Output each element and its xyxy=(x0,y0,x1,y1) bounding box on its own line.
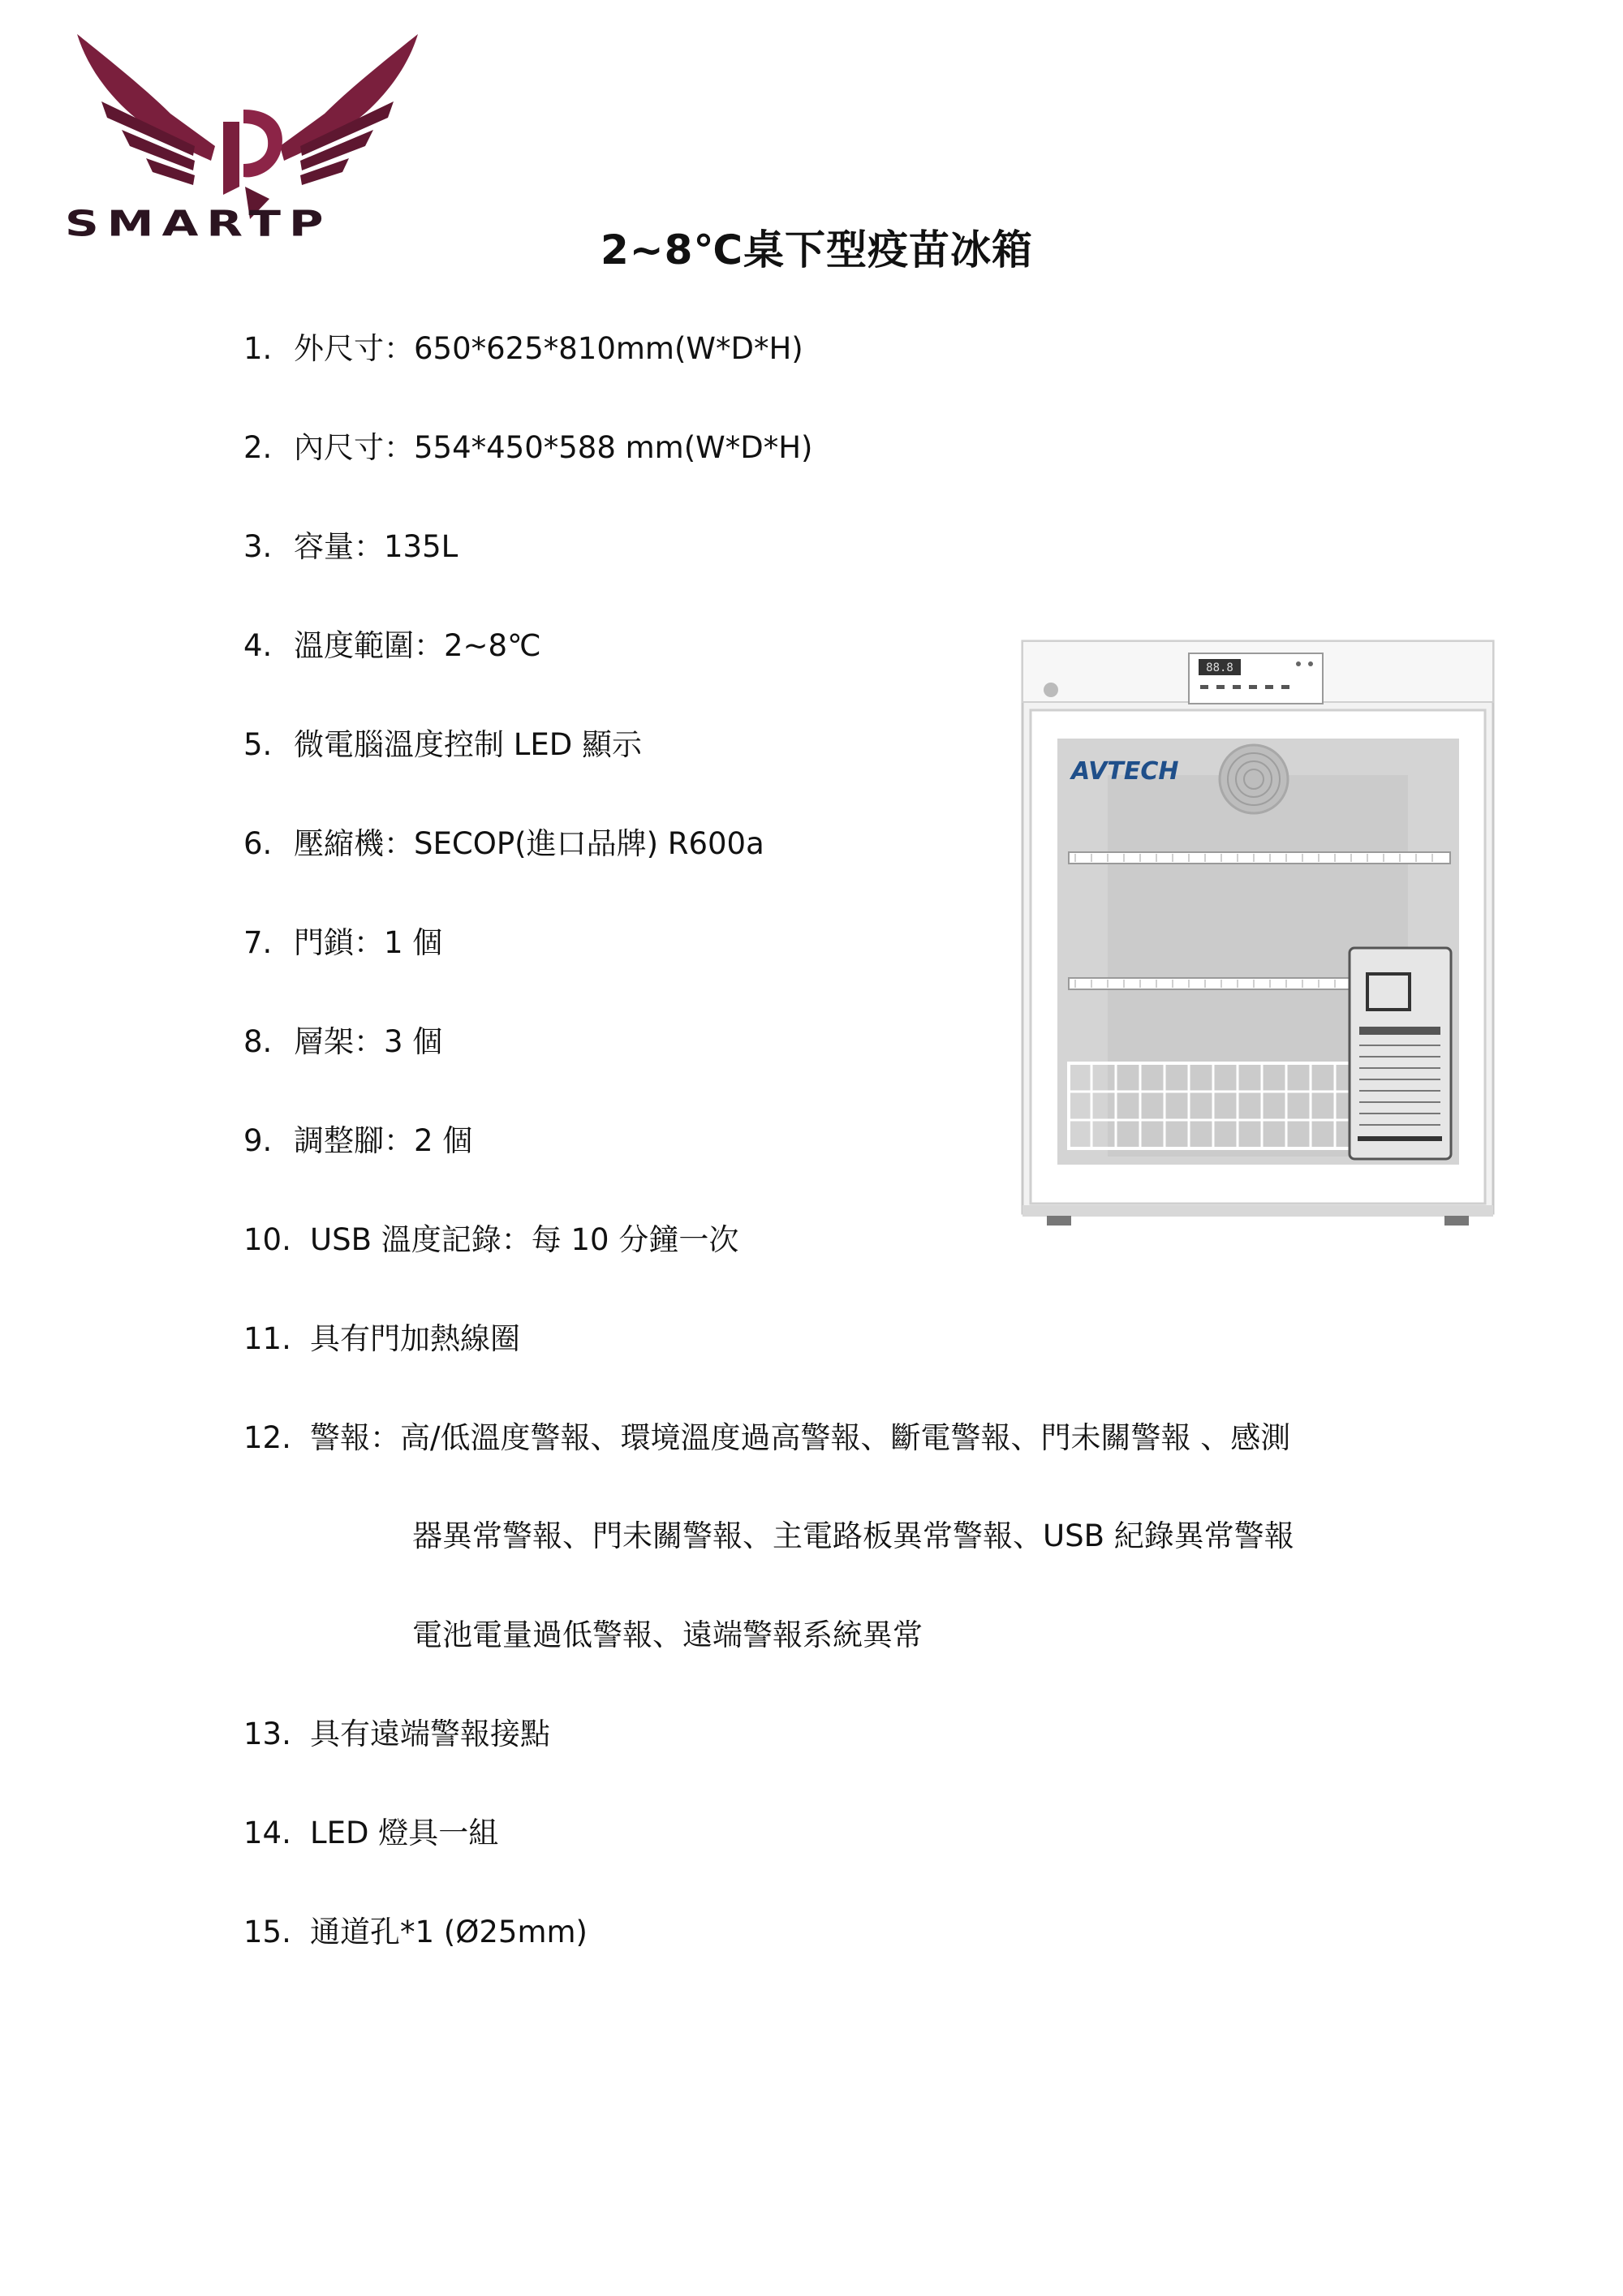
list-item: 1. 外尺寸：650*625*810mm(W*D*H) xyxy=(243,331,803,366)
spec-text: USB 溫度記錄：每 10 分鐘一次 xyxy=(310,1222,739,1257)
spec-continuation: 器異常警報、門未關警報、主電路板異常警報、USB 紀錄異常警報 xyxy=(412,1518,1294,1553)
list-item: 11. 具有門加熱線圈 xyxy=(243,1321,520,1356)
list-item: 3. 容量：135L xyxy=(243,529,458,564)
spec-text: 外尺寸：650*625*810mm(W*D*H) xyxy=(294,331,803,366)
vaccine-fridge-image xyxy=(1018,617,1497,1234)
display-reading: 88.8 xyxy=(1206,661,1233,674)
spec-text: 壓縮機：SECOP(進口品牌) R600a xyxy=(294,826,764,861)
list-item: 6. 壓縮機：SECOP(進口品牌) R600a xyxy=(243,826,764,861)
spec-text: 微電腦溫度控制 LED 顯示 xyxy=(294,727,643,762)
spec-text: 溫度範圍：2~8℃ xyxy=(294,628,541,663)
spec-text: 具有門加熱線圈 xyxy=(310,1321,520,1356)
list-item: 8. 層架：3 個 xyxy=(243,1024,443,1059)
list-item: 4. 溫度範圍：2~8℃ xyxy=(243,628,541,663)
product-image xyxy=(1018,617,1497,1234)
list-item: 10. USB 溫度記錄：每 10 分鐘一次 xyxy=(243,1222,739,1257)
spec-text: 警報：高/低溫度警報、環境溫度過高警報、斷電警報、門未關警報 、感測 xyxy=(310,1420,1291,1455)
list-item: 2. 內尺寸：554*450*588 mm(W*D*H) xyxy=(243,430,813,465)
spec-text: LED 燈具一組 xyxy=(310,1816,499,1850)
logo-brand-text: SMARTP xyxy=(65,203,332,244)
list-item: 5. 微電腦溫度控制 LED 顯示 xyxy=(243,727,643,762)
spec-text: 調整腳：2 個 xyxy=(294,1123,473,1158)
spec-text: 內尺寸：554*450*588 mm(W*D*H) xyxy=(294,430,813,465)
spec-text: 門鎖：1 個 xyxy=(294,925,443,960)
page-title: 2~8℃桌下型疫苗冰箱 xyxy=(601,226,1034,274)
spec-text: 容量：135L xyxy=(294,529,458,564)
spec-text: 層架：3 個 xyxy=(294,1024,443,1059)
list-item: 15. 通道孔*1 (Ø25mm) xyxy=(243,1915,588,1949)
list-item: 13. 具有遠端警報接點 xyxy=(243,1717,550,1751)
list-item: 9. 調整腳：2 個 xyxy=(243,1123,473,1158)
spec-text: 通道孔*1 (Ø25mm) xyxy=(310,1915,588,1949)
spec-continuation: 電池電量過低警報、遠端警報系統異常 xyxy=(412,1618,923,1652)
smartp-logo xyxy=(57,24,438,260)
spec-text: 具有遠端警報接點 xyxy=(310,1717,550,1751)
list-item: 12. 警報：高/低溫度警報、環境溫度過高警報、斷電警報、門未關警報 、感測 xyxy=(243,1420,1291,1455)
list-item: 7. 門鎖：1 個 xyxy=(243,925,443,960)
list-item: 14. LED 燈具一組 xyxy=(243,1816,499,1850)
fridge-brand-label: AVTECH xyxy=(1071,757,1179,786)
